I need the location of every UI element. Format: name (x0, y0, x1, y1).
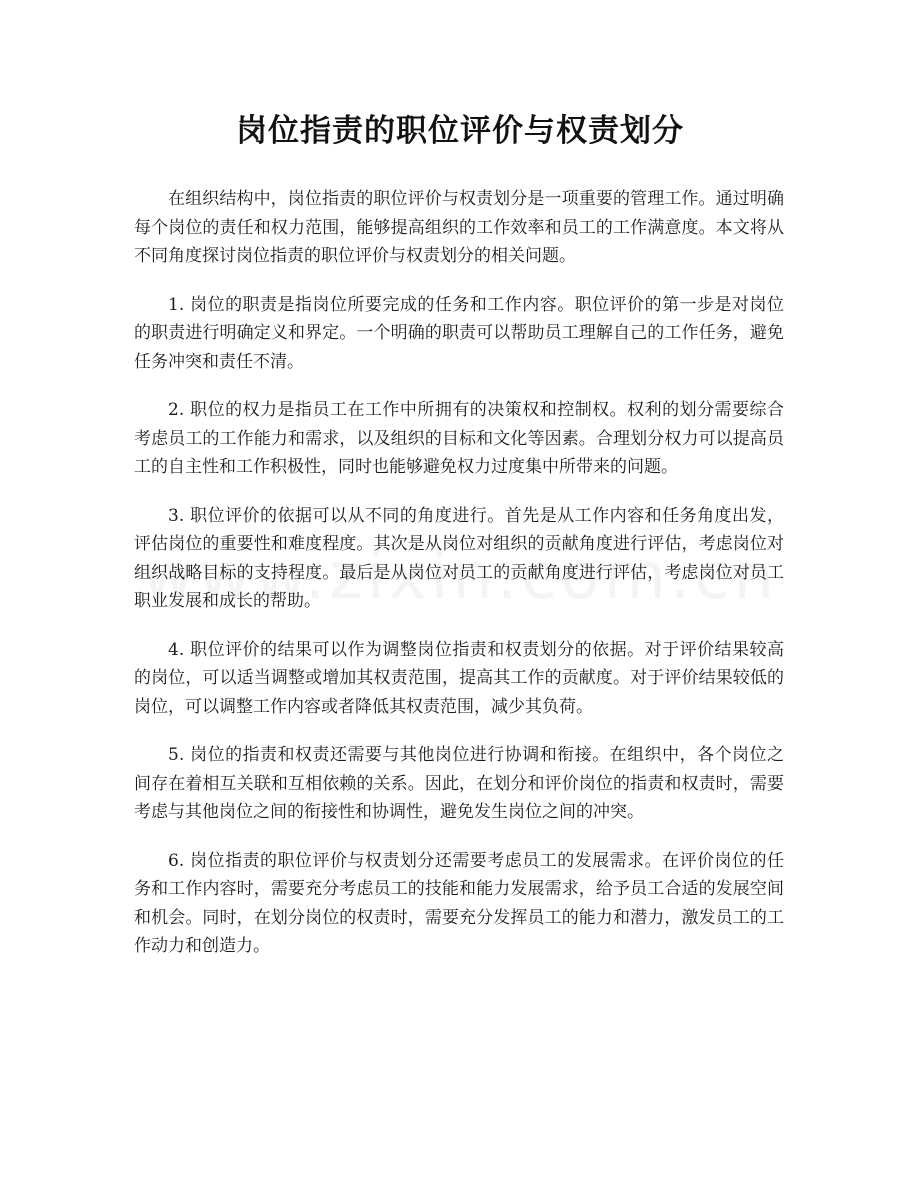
paragraph-1: 1. 岗位的职责是指岗位所要完成的任务和工作内容。职位评价的第一步是对岗位的职责进行明确定义和界定。一个明确的职责可以帮助员工理解自己的工作任务，避免任务冲突和责任不清。 (134, 294, 784, 372)
paragraph-3: 3. 职位评价的依据可以从不同的角度进行。首先是从工作内容和任务角度出发，评估岗位的重要性和难度程度。其次是从岗位对组织的贡献角度进行评估，考虑岗位对组织战略目标的支持程度。最后是从岗位对员工的贡献角度进行评估，考虑岗位对员工职业发展和成长的帮助。 (134, 505, 784, 611)
page-title: 岗位指责的职位评价与权责划分 (236, 113, 684, 149)
paragraph-intro: 在组织结构中，岗位指责的职位评价与权责划分是一项重要的管理工作。通过明确每个岗位的责任和权力范围，能够提高组织的工作效率和员工的工作满意度。本文将从不同角度探讨岗位指责的职位评价与权责划分的相关问题。 (134, 189, 784, 266)
paragraph-5: 5. 岗位的指责和权责还需要与其他岗位进行协调和衔接。在组织中，各个岗位之间存在着相互关联和互相依赖的关系。因此，在划分和评价岗位的指责和权责时，需要考虑与其他岗位之间的衔接性和协调性，避免发生岗位之间的冲突。 (134, 745, 784, 822)
paragraph-4: 4. 职位评价的结果可以作为调整岗位指责和权责划分的依据。对于评价结果较高的岗位，可以适当调整或增加其权责范围，提高其工作的贡献度。对于评价结果较低的岗位，可以调整工作内容或者降低其权责范围，减少其负荷。 (134, 639, 784, 717)
paragraph-2: 2. 职位的权力是指员工在工作中所拥有的决策权和控制权。权利的划分需要综合考虑员工的工作能力和需求，以及组织的目标和文化等因素。合理划分权力可以提高员工的自主性和工作积极性，同时也能够避免权力过度集中所带来的问题。 (134, 400, 784, 477)
paragraph-6: 6. 岗位指责的职位评价与权责划分还需要考虑员工的发展需求。在评价岗位的任务和工作内容时，需要充分考虑员工的技能和能力发展需求，给予员工合适的发展空间和机会。同时，在划分岗位的权责时，需要充分发挥员工的能力和潜力，激发员工的工作动力和创造力。 (134, 850, 784, 956)
document-body (134, 185, 784, 981)
